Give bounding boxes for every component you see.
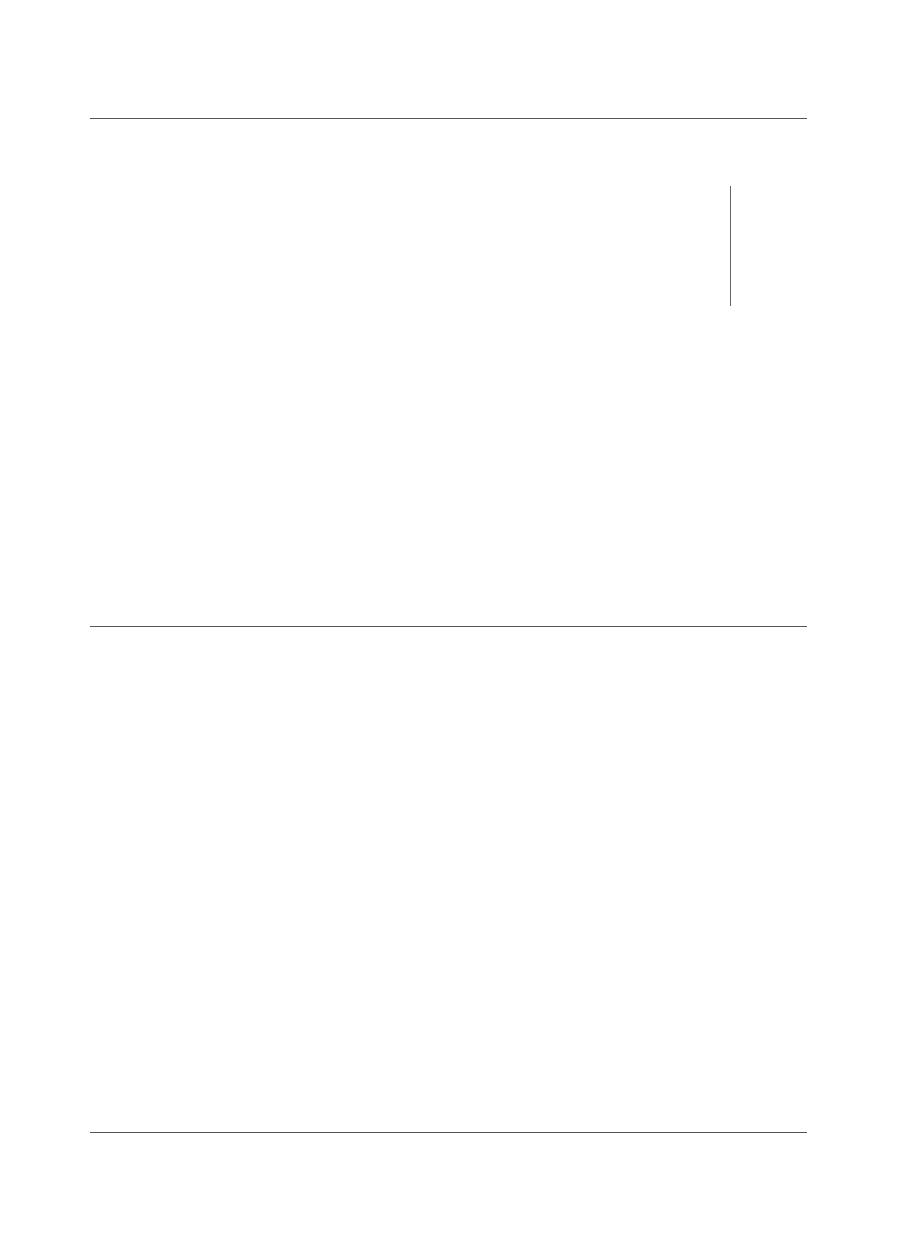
bottom-rule [90,1132,807,1133]
footnote-separator [730,186,731,306]
top-rule [90,118,807,119]
middle-rule [90,626,807,627]
